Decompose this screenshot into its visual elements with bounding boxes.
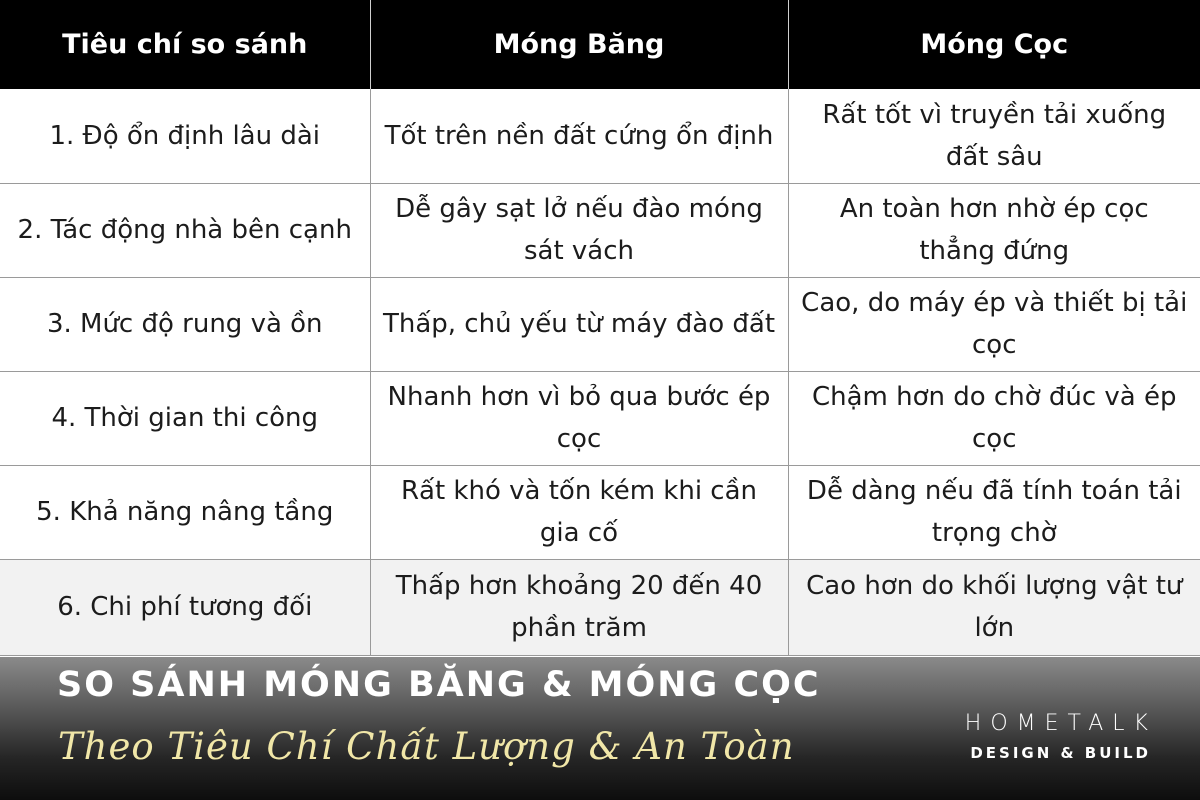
table-row <box>0 559 1200 655</box>
table-row <box>0 183 1200 277</box>
pile-cell: Dễ dàng nếu đã tính toán tải trọng chờ <box>788 465 1200 559</box>
header-pile-foundation: Móng Cọc <box>788 0 1200 89</box>
footer-banner <box>0 657 1200 800</box>
strip-cell: Tốt trên nền đất cứng ổn định <box>370 89 788 183</box>
criteria-cell: 6. Chi phí tương đối <box>0 559 370 655</box>
strip-cell: Rất khó và tốn kém khi cần gia cố <box>370 465 788 559</box>
strip-cell: Dễ gây sạt lở nếu đào móng sát vách <box>370 183 788 277</box>
pile-cell: Rất tốt vì truyền tải xuống đất sâu <box>788 89 1200 183</box>
table-row <box>0 465 1200 559</box>
banner-subtitle: Theo Tiêu Chí Chất Lượng & An Toàn <box>58 725 795 768</box>
brand-tagline: DESIGN & BUILD <box>970 744 1151 762</box>
brand-name: HOMETALK <box>964 711 1157 736</box>
banner-title: SO SÁNH MÓNG BĂNG & MÓNG CỌC <box>57 665 821 705</box>
header-strip-foundation: Móng Băng <box>370 0 788 89</box>
criteria-cell: 2. Tác động nhà bên cạnh <box>0 183 370 277</box>
criteria-cell: 4. Thời gian thi công <box>0 371 370 465</box>
header-criteria: Tiêu chí so sánh <box>0 0 370 89</box>
pile-cell: Cao hơn do khối lượng vật tư lớn <box>788 559 1200 655</box>
brand-logo <box>964 711 1157 762</box>
strip-cell: Nhanh hơn vì bỏ qua bước ép cọc <box>370 371 788 465</box>
criteria-cell: 5. Khả năng nâng tầng <box>0 465 370 559</box>
table-row <box>0 371 1200 465</box>
table-row <box>0 89 1200 183</box>
strip-cell: Thấp hơn khoảng 20 đến 40 phần trăm <box>370 559 788 655</box>
strip-cell: Thấp, chủ yếu từ máy đào đất <box>370 277 788 371</box>
pile-cell: Chậm hơn do chờ đúc và ép cọc <box>788 371 1200 465</box>
pile-cell: Cao, do máy ép và thiết bị tải cọc <box>788 277 1200 371</box>
table-header-row <box>0 0 1200 89</box>
criteria-cell: 3. Mức độ rung và ồn <box>0 277 370 371</box>
criteria-cell: 1. Độ ổn định lâu dài <box>0 89 370 183</box>
pile-cell: An toàn hơn nhờ ép cọc thẳng đứng <box>788 183 1200 277</box>
table-row <box>0 277 1200 371</box>
